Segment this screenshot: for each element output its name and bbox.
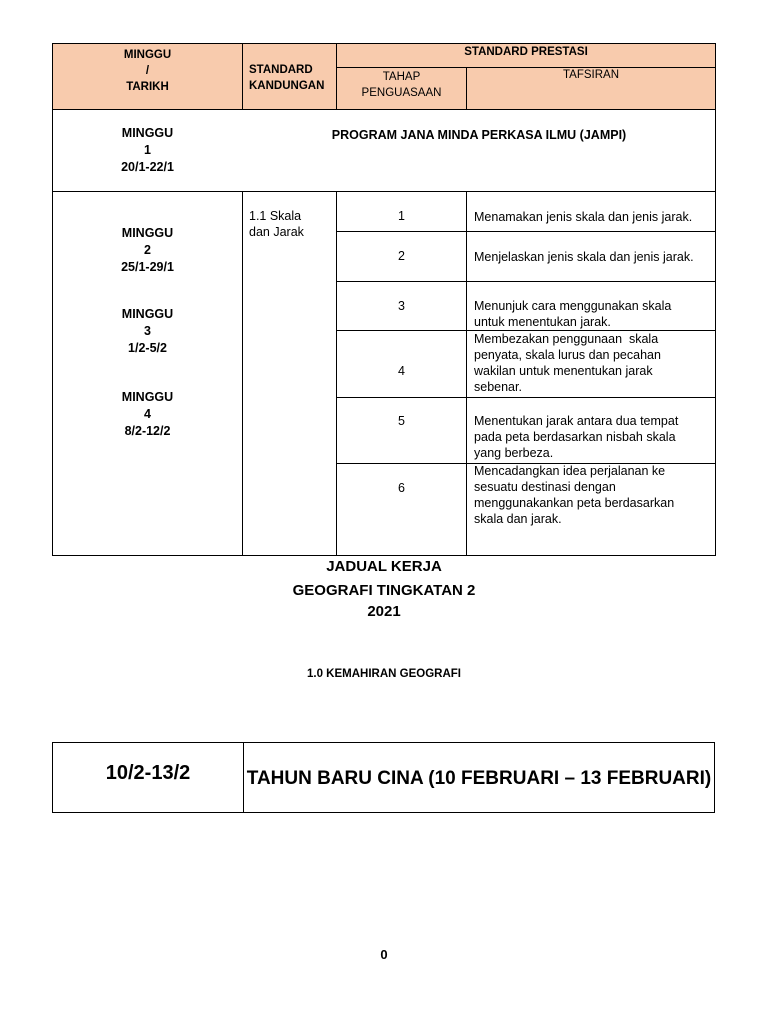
tafsiran-1: Menamakan jenis skala dan jenis jarak. bbox=[474, 210, 693, 224]
tahap-1: 1 bbox=[398, 209, 405, 223]
tafsiran-6-line: Mencadangkan idea perjalanan ke bbox=[474, 464, 666, 478]
tafsiran-4 bbox=[474, 331, 710, 395]
tafsiran-4-line: Membezakan penggunaan skala bbox=[474, 332, 659, 346]
header-tahap-penguasaan bbox=[337, 69, 466, 101]
section-kemahiran-geografi: 1.0 KEMAHIRAN GEOGRAFI bbox=[307, 668, 461, 680]
tahap-4: 4 bbox=[398, 364, 405, 378]
week-3-cell bbox=[53, 306, 242, 357]
week-4-cell bbox=[53, 389, 242, 440]
tafsiran-5-line: yang berbeza. bbox=[474, 446, 554, 460]
tahap-5: 5 bbox=[398, 414, 405, 428]
tafsiran-6 bbox=[474, 463, 710, 527]
header-slash: / bbox=[145, 65, 150, 77]
program-jampi: PROGRAM JANA MINDA PERKASA ILMU (JAMPI) bbox=[331, 128, 627, 142]
tafsiran-2: Menjelaskan jenis skala dan jenis jarak. bbox=[474, 250, 694, 264]
tahap-3: 3 bbox=[398, 299, 405, 313]
week-3-label: MINGGU bbox=[121, 307, 174, 321]
week-4-number: 4 bbox=[144, 407, 151, 421]
tafsiran-6-line: menggunakankan peta berdasarkan bbox=[474, 496, 675, 510]
week-1-number: 1 bbox=[144, 143, 151, 157]
tahap-6: 6 bbox=[398, 481, 405, 495]
page-number: 0 bbox=[380, 947, 388, 962]
tafsiran-3-line: Menunjuk cara menggunakan skala bbox=[474, 299, 672, 313]
tafsiran-6-line: sesuatu destinasi dengan bbox=[474, 480, 616, 494]
header-minggu-tarikh bbox=[53, 47, 242, 95]
standard-kandungan-line2: dan Jarak bbox=[249, 225, 304, 239]
week-2-label: MINGGU bbox=[121, 226, 174, 240]
header-standard-prestasi: STANDARD PRESTASI bbox=[464, 46, 588, 58]
header-tarikh: TARIKH bbox=[126, 81, 169, 93]
header-standard-kandungan-line1: STANDARD bbox=[249, 64, 313, 76]
title-geografi-tingkatan: GEOGRAFI TINGKATAN 2 bbox=[292, 582, 476, 599]
week-3-date: 1/2-5/2 bbox=[128, 341, 167, 355]
title-year: 2021 bbox=[367, 603, 401, 620]
header-tahap: TAHAP bbox=[382, 71, 421, 83]
header-minggu: MINGGU bbox=[123, 49, 172, 61]
tafsiran-5-line: Menentukan jarak antara dua tempat bbox=[474, 414, 679, 428]
tafsiran-4-line: wakilan untuk menentukan jarak bbox=[474, 364, 653, 378]
holiday-description: TAHUN BARU CINA (10 FEBRUARI – 13 FEBRUARI) bbox=[246, 768, 712, 789]
week-4-label: MINGGU bbox=[121, 390, 174, 404]
title-jadual-kerja: JADUAL KERJA bbox=[326, 558, 442, 575]
tafsiran-4-line: sebenar. bbox=[474, 380, 522, 394]
holiday-date: 10/2-13/2 bbox=[105, 762, 191, 784]
tafsiran-4-line: penyata, skala lurus dan pecahan bbox=[474, 348, 661, 362]
week-3-number: 3 bbox=[144, 324, 151, 338]
week-1-date: 20/1-22/1 bbox=[121, 160, 174, 174]
tahap-2: 2 bbox=[398, 249, 405, 263]
header-tafsiran: TAFSIRAN bbox=[562, 69, 619, 81]
week-4-date: 8/2-12/2 bbox=[124, 424, 171, 438]
week-2-cell bbox=[53, 225, 242, 276]
tafsiran-6-line: skala dan jarak. bbox=[474, 512, 562, 526]
header-penguasaan: PENGUASAAN bbox=[361, 87, 442, 99]
week-1-label: MINGGU bbox=[121, 126, 174, 140]
week-1-cell bbox=[53, 125, 242, 176]
tafsiran-5 bbox=[474, 413, 710, 461]
tafsiran-3-line: untuk menentukan jarak. bbox=[474, 315, 611, 329]
standard-kandungan-line1: 1.1 Skala bbox=[249, 209, 302, 223]
standard-kandungan-skala-jarak bbox=[249, 208, 337, 240]
week-2-number: 2 bbox=[144, 243, 151, 257]
week-2-date: 25/1-29/1 bbox=[121, 260, 174, 274]
tafsiran-3 bbox=[474, 298, 710, 330]
header-standard-kandungan-line2: KANDUNGAN bbox=[249, 80, 325, 92]
tafsiran-5-line: pada peta berdasarkan nisbah skala bbox=[474, 430, 676, 444]
header-standard-kandungan bbox=[249, 62, 337, 94]
